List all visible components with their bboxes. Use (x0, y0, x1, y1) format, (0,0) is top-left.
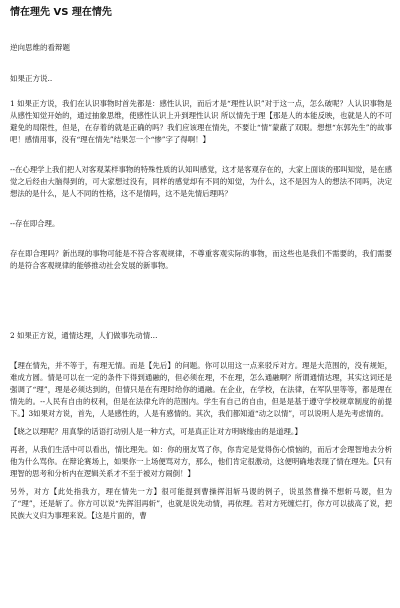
document-title: 情在理先 VS 理在情先 (10, 7, 112, 18)
paragraph: --存在即合理。 (10, 219, 60, 228)
document-subtitle: 逆向思维的看辩题 (10, 43, 70, 52)
paragraph: 1 如果正方说，我们在认识事物时首先都是：感性认识，而后才是“理性认识”对于这一点，怎么破呢？人认识事物是从感性知觉开始的，通过抽象思维，使感性认识上升到理性认识 所以情先于理【那是人的本能反映，也就是人的不可避免的局限性，但是，在存着的就是正确的吗？我们应该理在情先，不要让“情”蒙蔽了双眼。想想“东郭先生”的故事吧！感情用事，没有“理在情先”结果怎一个“惨”字了得啊！】 (10, 99, 392, 144)
section-gap (8, 280, 392, 330)
paragraph: 再者，从我们生活中可以看出，情比理先。如：你的朋友骂了你，你肯定是觉得伤心愤恼的，而后才会理智地去分析他为什么骂你。在辩论赛场上，如果你一上场便骂对方，那么，他们肯定很激动，这便明确地表现了情在理先。【只有理智的思考和分析内在逻辑关系才不至于被对方闹倒！】 (10, 445, 392, 478)
paragraph: 2 如果正方说，通情达理，人们做事先动情… (10, 331, 158, 340)
paragraph: 【晓之以理呢？用真挚的话语打动别人是一种方式，可是真正让对方明晓缘由的是道理。】 (10, 427, 302, 436)
paragraph: 存在即合理吗？新出现的事物可能是不符合客观规律，不尊重客观实际的事物，而这些也是我们不需要的，我们需要的是符合客观规律的能够推动社会发展的新事物。 (10, 249, 392, 270)
paragraph: --在心理学上我们把人对客观某样事物的特殊性质的认知叫感觉，这才是客观存在的，大家上面谈的那叫知觉，是在感觉之后经由大脑得到的，可大家想过没有，同样的感觉却有不同的知觉，为什么，这不是因为人的想法不同吗，决定想法的是什么，是人不同的性格，这不是情吗，这不是先情后理吗？ (10, 165, 392, 198)
paragraph: 另外，对方【此处指我方，理在情先一方】很可能提到曹操挥泪斩马谡的例子，说虽然曹操不想斩马谡，但为了“理”，还是斩了。你方可以说“先挥泪再斩”，也就是说先动情，再依理。若对方死缠烂打，你方可以拔高了说，把民族大义归为事理来说。【这是片面的，曹 (10, 487, 392, 520)
paragraph: 【理在情先，并不等于，有理无情。而是【先后】的问题。你可以用这一点来驳斥对方。理是大范围的，没有规矩，难成方圆。情是可以在一定的条件下得到通融的，但必须在理，不在理，怎么通融啊？所谓通情达理，其实这词还是强调了“理”，理是必须达到的，但情只是在有理时给你的通融。在企业，在学校，在法律，在军队里等等，都是理在情先的。--人民有自由的权利，但是在法律允许的范围内。学生有自己的自由，但是是基于遵守学校规章制度的前提下。】3如果对方说，首先，人是感性的，人是有感情的。其次，我们都知道“动之以情”，可以说明人是先考虑情的。 (10, 361, 392, 418)
opening-line: 如果正方说.. (10, 74, 53, 83)
